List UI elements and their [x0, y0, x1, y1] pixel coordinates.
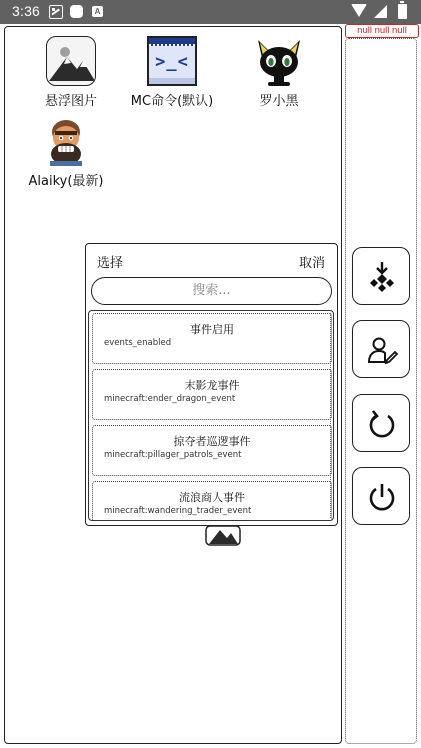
power-icon: [366, 481, 398, 513]
item-subtitle: minecraft:pillager_patrols_event: [104, 450, 242, 460]
list-scrollbar[interactable]: [328, 313, 331, 518]
app-luoxiaohei[interactable]: [227, 36, 331, 109]
circle-app-icon: [70, 5, 83, 18]
app-floating-image[interactable]: [19, 36, 123, 109]
item-subtitle: minecraft:ender_dragon_event: [104, 394, 236, 404]
user-edit-icon: [366, 334, 398, 366]
app-label: 罗小黑: [259, 94, 299, 109]
system-icons: [339, 4, 409, 20]
gallery-icon: [49, 5, 63, 19]
hidden-app-icon-peek: [205, 526, 241, 546]
signal-icon: [374, 5, 387, 18]
select-button[interactable]: 选择: [97, 256, 124, 271]
a-app-icon: A: [92, 6, 103, 17]
battery-icon: [398, 4, 407, 19]
app-label: Alaiky(最新): [28, 174, 104, 189]
cancel-button[interactable]: 取消: [298, 256, 325, 271]
bearded-man-icon: [41, 116, 91, 166]
app-label: 悬浮图片: [44, 94, 97, 109]
event-select-dialog: [85, 243, 338, 526]
power-button[interactable]: [352, 467, 410, 525]
event-list: [88, 310, 334, 521]
app-alaiky[interactable]: [14, 116, 118, 189]
mountain-image-icon: [46, 36, 96, 86]
control-panel: [345, 38, 417, 744]
list-item[interactable]: [92, 369, 332, 420]
item-title: 流浪商人事件: [179, 491, 245, 504]
list-item[interactable]: [92, 425, 332, 476]
item-title: 事件启用: [190, 323, 234, 336]
search-input[interactable]: 搜索...: [91, 277, 332, 305]
refresh-button[interactable]: [352, 394, 410, 452]
list-item[interactable]: [92, 313, 332, 364]
app-label: MC命令(默认): [130, 94, 214, 109]
item-subtitle: events_enabled: [104, 338, 172, 348]
item-title: 末影龙事件: [184, 379, 240, 392]
user-edit-button[interactable]: [352, 320, 410, 378]
app-mc-command[interactable]: [120, 36, 224, 109]
download-icon: [366, 261, 398, 293]
list-item[interactable]: [92, 481, 332, 521]
item-subtitle: minecraft:wandering_trader_event: [104, 506, 252, 516]
pixel-face-icon: >_<: [147, 36, 197, 86]
null-label: null null null: [345, 24, 419, 38]
item-title: 掠夺者巡逻事件: [173, 435, 251, 448]
status-bar: [0, 0, 421, 24]
black-cat-icon: [254, 36, 304, 86]
status-time: 3:36: [12, 3, 41, 19]
download-button[interactable]: [352, 247, 410, 305]
wifi-icon: [351, 4, 367, 17]
refresh-icon: [366, 408, 398, 440]
